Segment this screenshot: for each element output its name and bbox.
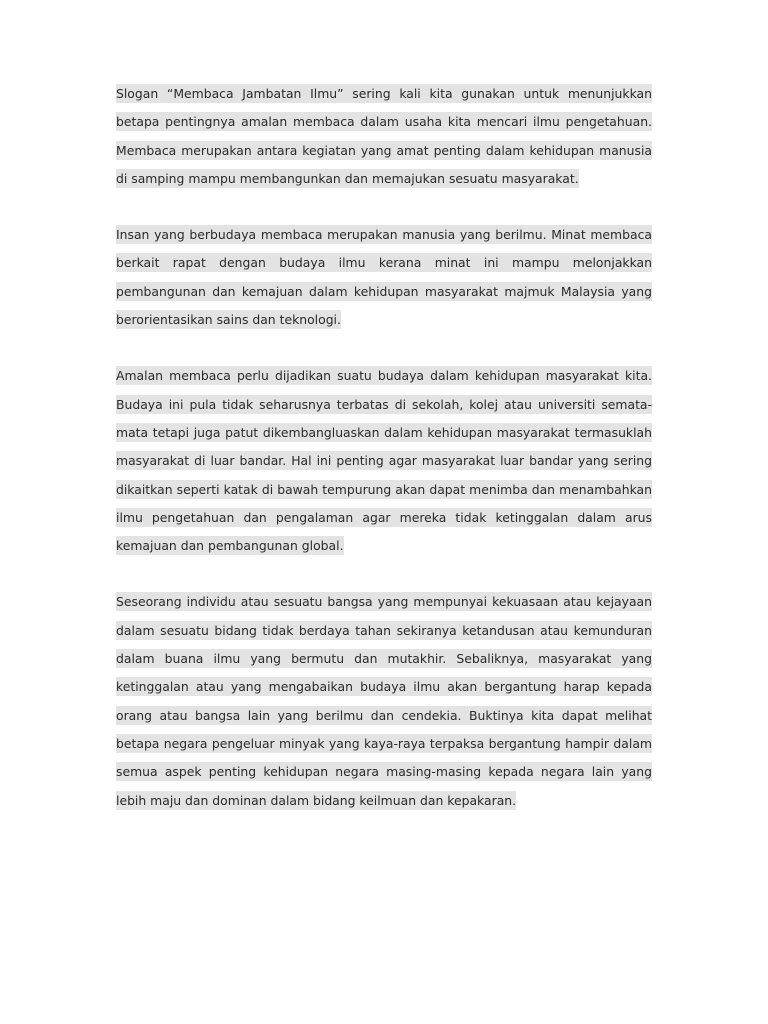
paragraph-4-text: Seseorang individu atau sesuatu bangsa yang mempunyai kekuasaan atau kejayaan dalam sesuatu bidang tidak berdaya tahan sekiranya ketandusan atau kemunduran dalam buana ilmu yang bermutu dan mutakhir. Sebaliknya, masyarakat yang ketinggalan atau yang mengabaikan budaya ilmu akan bergantung harap kepada orang atau bangsa lain yang berilmu dan cendekia. Buktinya kita dapat melihat betapa negara pengeluar minyak yang kaya-raya terpaksa bergantung hampir dalam semua aspek penting kehidupan negara masing-masing kepada negara lain yang lebih maju dan dominan dalam bidang keilmuan dan kepakaran. [116,594,652,808]
paragraph-2-text: Insan yang berbudaya membaca merupakan manusia yang berilmu. Minat membaca berkait rapat dengan budaya ilmu kerana minat ini mampu melonjakkan pembangunan dan kemajuan dalam kehidupan masyarakat majmuk Malaysia yang berorientasikan sains dan teknologi. [116,227,652,328]
document-body [116,80,652,843]
paragraph-3-text: Amalan membaca perlu dijadikan suatu budaya dalam kehidupan masyarakat kita. Budaya ini pula tidak seharusnya terbatas di sekolah, kolej atau universiti semata-mata tetapi juga patut dikembangluaskan dalam kehidupan masyarakat termasuklah masyarakat di luar bandar. Hal ini penting agar masyarakat luar bandar yang sering dikaitkan seperti katak di bawah tempurung akan dapat menimba dan menambahkan ilmu pengetahuan dan pengalaman agar mereka tidak ketinggalan dalam arus kemajuan dan pembangunan global. [116,368,652,554]
paragraph-1-text: Slogan “Membaca Jambatan Ilmu” sering kali kita gunakan untuk menunjukkan betapa pentingnya amalan membaca dalam usaha kita mencari ilmu pengetahuan. Membaca merupakan antara kegiatan yang amat penting dalam kehidupan manusia di samping mampu membangunkan dan memajukan sesuatu masyarakat. [116,86,652,186]
paragraph-4 [116,588,652,814]
paragraph-1 [116,80,652,193]
paragraph-2 [116,221,652,334]
paragraph-3 [116,362,652,560]
